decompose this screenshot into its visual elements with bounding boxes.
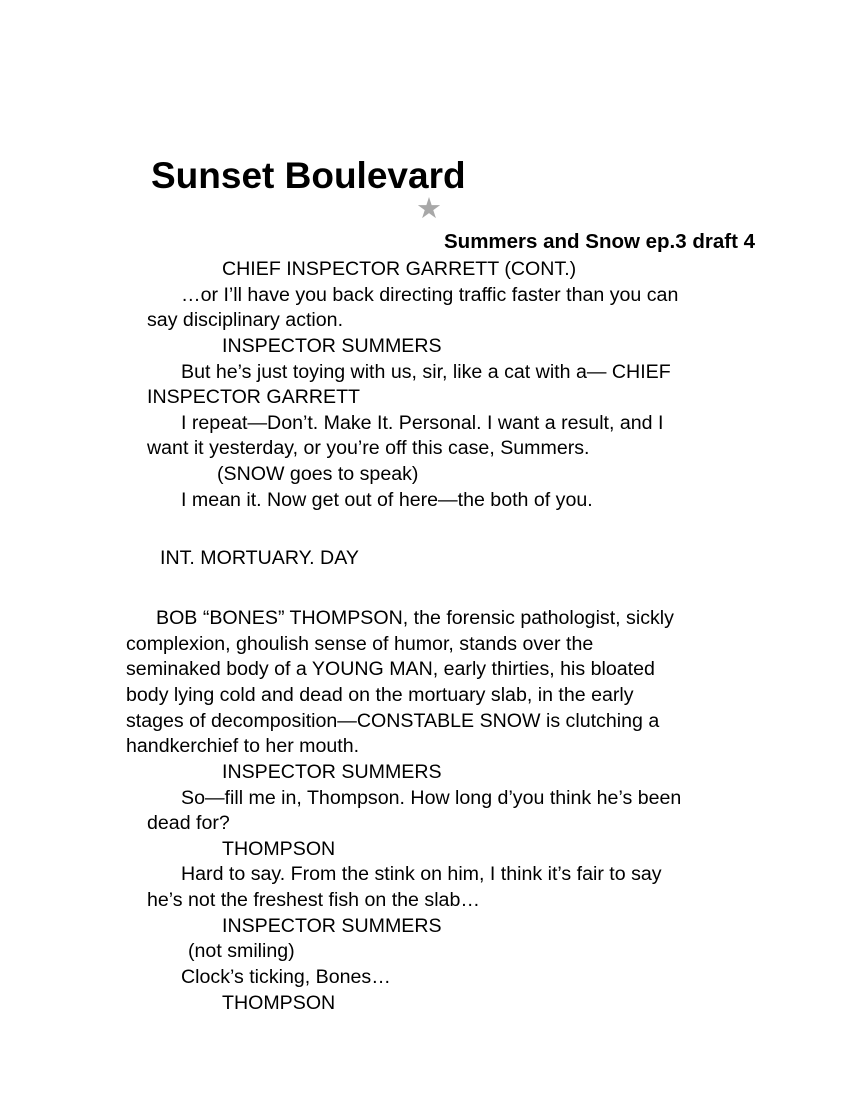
script-line-dialogue_first: …or I’ll have you back directing traffic faster than you can bbox=[181, 283, 679, 306]
script-line-action: stages of decomposition—CONSTABLE SNOW is clutching a bbox=[126, 709, 660, 732]
script-line-dialogue_first: Clock’s ticking, Bones… bbox=[181, 966, 391, 989]
script-line-dialogue_wrap: INSPECTOR GARRETT bbox=[147, 386, 361, 409]
script-line-dialogue_wrap: dead for? bbox=[147, 812, 230, 835]
script-line-dialogue_first: I repeat—Don’t. Make It. Personal. I want a result, and I bbox=[181, 411, 664, 434]
script-line-action_first: BOB “BONES” THOMPSON, the forensic pathologist, sickly bbox=[156, 607, 674, 630]
script-line-dialogue_wrap: want it yesterday, or you’re off this case, Summers. bbox=[147, 437, 590, 460]
script-line-parenthetical_cue: (SNOW goes to speak) bbox=[217, 463, 419, 486]
script-line-parenthetical: (not smiling) bbox=[188, 940, 295, 963]
script-line-cue: CHIEF INSPECTOR GARRETT (CONT.) bbox=[222, 258, 577, 280]
document-subtitle: Summers and Snow ep.3 draft 4 bbox=[444, 230, 755, 253]
script-line-dialogue_first: So—fill me in, Thompson. How long d’you think he’s been bbox=[181, 786, 682, 809]
script-lines bbox=[0, 257, 864, 1016]
script-line-cue: INSPECTOR SUMMERS bbox=[222, 760, 442, 783]
script-line-scene_heading: INT. MORTUARY. DAY bbox=[160, 547, 359, 570]
document-title: Sunset Boulevard bbox=[151, 154, 466, 196]
script-line-dialogue_first: Hard to say. From the stink on him, I think it’s fair to say bbox=[181, 863, 662, 886]
script-line-dialogue_wrap: he’s not the freshest fish on the slab… bbox=[147, 889, 480, 912]
star-icon: ★ bbox=[416, 193, 442, 225]
script-line-dialogue_first: But he’s just toying with us, sir, like a cat with a— CHIEF bbox=[181, 360, 671, 383]
script-line-cue: INSPECTOR SUMMERS bbox=[222, 914, 442, 937]
script-line-cue: THOMPSON bbox=[222, 991, 336, 1014]
script-line-dialogue_first: I mean it. Now get out of here—the both of you. bbox=[181, 488, 593, 511]
script-line-action: complexion, ghoulish sense of humor, stands over the bbox=[126, 632, 594, 655]
script-line-dialogue_wrap: say disciplinary action. bbox=[147, 309, 344, 332]
script-line-cue: INSPECTOR SUMMERS bbox=[222, 334, 442, 357]
script-line-cue: THOMPSON bbox=[222, 837, 336, 860]
script-line-action: handkerchief to her mouth. bbox=[126, 735, 360, 758]
script-line-action: seminaked body of a YOUNG MAN, early thirties, his bloated bbox=[126, 658, 655, 681]
script-line-action: body lying cold and dead on the mortuary slab, in the early bbox=[126, 683, 634, 706]
